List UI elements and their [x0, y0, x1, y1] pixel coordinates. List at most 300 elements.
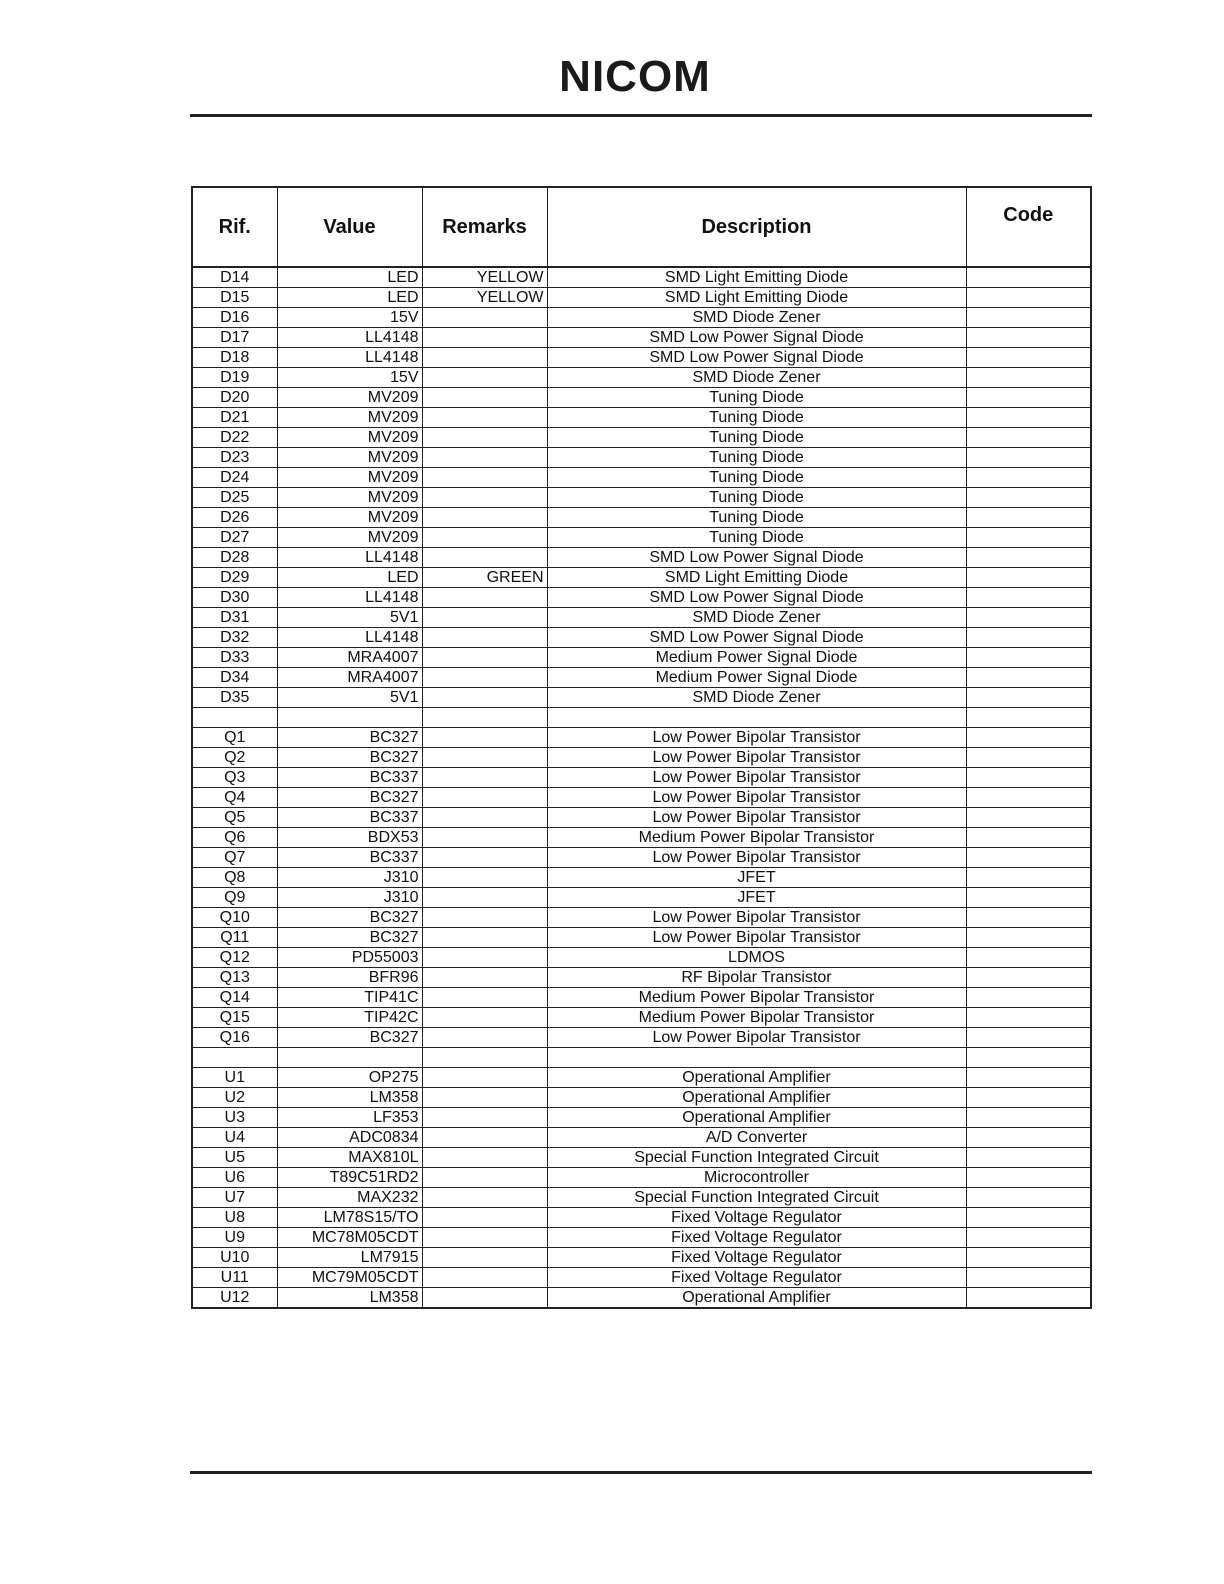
- cell-code: [966, 1108, 1091, 1128]
- cell-rif: Q2: [192, 748, 277, 768]
- cell-rif: Q14: [192, 988, 277, 1008]
- cell-code: [966, 828, 1091, 848]
- cell-value: TIP41C: [277, 988, 422, 1008]
- cell-description: Low Power Bipolar Transistor: [547, 848, 966, 868]
- page-title: NICOM: [559, 52, 711, 101]
- cell-code: [966, 588, 1091, 608]
- cell-code: [966, 568, 1091, 588]
- table-row: [192, 448, 1091, 468]
- cell-remarks: [422, 1048, 547, 1068]
- cell-code: [966, 888, 1091, 908]
- table-row: [192, 488, 1091, 508]
- table-row: [192, 1148, 1091, 1168]
- cell-description: SMD Diode Zener: [547, 368, 966, 388]
- cell-code: [966, 267, 1091, 288]
- table-row: [192, 388, 1091, 408]
- table-row: [192, 868, 1091, 888]
- cell-value: MV209: [277, 468, 422, 488]
- cell-description: [547, 708, 966, 728]
- footer-divider: [190, 1471, 1092, 1474]
- cell-rif: D28: [192, 548, 277, 568]
- cell-description: RF Bipolar Transistor: [547, 968, 966, 988]
- cell-rif: Q1: [192, 728, 277, 748]
- cell-description: Low Power Bipolar Transistor: [547, 908, 966, 928]
- cell-description: JFET: [547, 888, 966, 908]
- cell-rif: Q15: [192, 1008, 277, 1028]
- cell-remarks: [422, 1128, 547, 1148]
- cell-value: 5V1: [277, 688, 422, 708]
- table-row: [192, 768, 1091, 788]
- cell-description: Medium Power Bipolar Transistor: [547, 988, 966, 1008]
- table-row: [192, 728, 1091, 748]
- cell-rif: D19: [192, 368, 277, 388]
- cell-remarks: [422, 488, 547, 508]
- cell-value: LED: [277, 267, 422, 288]
- cell-value: MV209: [277, 448, 422, 468]
- cell-value: LF353: [277, 1108, 422, 1128]
- cell-rif: D26: [192, 508, 277, 528]
- cell-rif: D14: [192, 267, 277, 288]
- cell-code: [966, 788, 1091, 808]
- cell-value: BFR96: [277, 968, 422, 988]
- table-row: [192, 1028, 1091, 1048]
- cell-code: [966, 868, 1091, 888]
- cell-code: [966, 1028, 1091, 1048]
- cell-rif: D21: [192, 408, 277, 428]
- table-row: [192, 348, 1091, 368]
- cell-remarks: YELLOW: [422, 267, 547, 288]
- cell-code: [966, 928, 1091, 948]
- cell-description: Medium Power Signal Diode: [547, 668, 966, 688]
- cell-rif: U3: [192, 1108, 277, 1128]
- cell-code: [966, 1168, 1091, 1188]
- cell-rif: U7: [192, 1188, 277, 1208]
- cell-code: [966, 988, 1091, 1008]
- cell-rif: Q8: [192, 868, 277, 888]
- cell-code: [966, 1208, 1091, 1228]
- cell-rif: Q16: [192, 1028, 277, 1048]
- cell-value: LL4148: [277, 588, 422, 608]
- cell-rif: U11: [192, 1268, 277, 1288]
- cell-description: Special Function Integrated Circuit: [547, 1148, 966, 1168]
- cell-remarks: [422, 1288, 547, 1309]
- cell-code: [966, 1148, 1091, 1168]
- cell-value: PD55003: [277, 948, 422, 968]
- cell-code: [966, 1188, 1091, 1208]
- cell-description: Tuning Diode: [547, 448, 966, 468]
- cell-code: [966, 1008, 1091, 1028]
- cell-rif: Q13: [192, 968, 277, 988]
- cell-rif: D34: [192, 668, 277, 688]
- cell-value: [277, 708, 422, 728]
- table-row: [192, 928, 1091, 948]
- column-header-code: Code: [966, 187, 1091, 267]
- cell-description: A/D Converter: [547, 1128, 966, 1148]
- cell-description: Medium Power Bipolar Transistor: [547, 828, 966, 848]
- cell-rif: [192, 1048, 277, 1068]
- cell-remarks: [422, 768, 547, 788]
- cell-description: Operational Amplifier: [547, 1288, 966, 1309]
- cell-remarks: [422, 948, 547, 968]
- table-row: [192, 988, 1091, 1008]
- table-row: [192, 1108, 1091, 1128]
- cell-rif: Q4: [192, 788, 277, 808]
- cell-value: LL4148: [277, 628, 422, 648]
- cell-rif: U10: [192, 1248, 277, 1268]
- cell-remarks: [422, 1208, 547, 1228]
- table-row: [192, 1048, 1091, 1068]
- table-row: [192, 368, 1091, 388]
- cell-remarks: [422, 1008, 547, 1028]
- table-row: [192, 608, 1091, 628]
- cell-rif: [192, 708, 277, 728]
- cell-rif: U4: [192, 1128, 277, 1148]
- cell-remarks: [422, 748, 547, 768]
- cell-remarks: [422, 1248, 547, 1268]
- cell-remarks: [422, 508, 547, 528]
- cell-remarks: [422, 368, 547, 388]
- cell-code: [966, 468, 1091, 488]
- cell-remarks: [422, 348, 547, 368]
- cell-description: Microcontroller: [547, 1168, 966, 1188]
- cell-remarks: [422, 828, 547, 848]
- cell-remarks: [422, 548, 547, 568]
- cell-remarks: [422, 1188, 547, 1208]
- cell-rif: Q11: [192, 928, 277, 948]
- cell-remarks: [422, 848, 547, 868]
- table-row: [192, 1208, 1091, 1228]
- cell-description: Operational Amplifier: [547, 1108, 966, 1128]
- table-row: [192, 828, 1091, 848]
- cell-code: [966, 908, 1091, 928]
- cell-value: BC337: [277, 808, 422, 828]
- cell-code: [966, 808, 1091, 828]
- cell-code: [966, 748, 1091, 768]
- cell-code: [966, 1068, 1091, 1088]
- cell-value: LL4148: [277, 348, 422, 368]
- table-row: [192, 1168, 1091, 1188]
- table-row: [192, 688, 1091, 708]
- table-row: [192, 1268, 1091, 1288]
- cell-value: MV209: [277, 388, 422, 408]
- cell-value: MC78M05CDT: [277, 1228, 422, 1248]
- cell-rif: D29: [192, 568, 277, 588]
- table-row: [192, 668, 1091, 688]
- cell-remarks: [422, 588, 547, 608]
- table-row: [192, 1288, 1091, 1309]
- table-row: [192, 428, 1091, 448]
- cell-description: Special Function Integrated Circuit: [547, 1188, 966, 1208]
- cell-value: [277, 1048, 422, 1068]
- cell-rif: D31: [192, 608, 277, 628]
- cell-value: T89C51RD2: [277, 1168, 422, 1188]
- cell-remarks: [422, 908, 547, 928]
- table-row: [192, 848, 1091, 868]
- table-row: [192, 788, 1091, 808]
- cell-rif: D27: [192, 528, 277, 548]
- cell-value: LED: [277, 288, 422, 308]
- cell-rif: Q5: [192, 808, 277, 828]
- cell-rif: D18: [192, 348, 277, 368]
- cell-code: [966, 948, 1091, 968]
- cell-remarks: [422, 968, 547, 988]
- cell-value: BDX53: [277, 828, 422, 848]
- table-body: [192, 267, 1091, 1308]
- table-row: [192, 408, 1091, 428]
- cell-value: MV209: [277, 428, 422, 448]
- cell-description: Tuning Diode: [547, 528, 966, 548]
- cell-rif: D32: [192, 628, 277, 648]
- cell-rif: D16: [192, 308, 277, 328]
- cell-remarks: [422, 1028, 547, 1048]
- table-row: [192, 1248, 1091, 1268]
- table-header-row: [192, 187, 1091, 267]
- cell-rif: D33: [192, 648, 277, 668]
- cell-remarks: [422, 608, 547, 628]
- cell-code: [966, 1128, 1091, 1148]
- cell-code: [966, 668, 1091, 688]
- table-row: [192, 1128, 1091, 1148]
- cell-value: ADC0834: [277, 1128, 422, 1148]
- cell-code: [966, 448, 1091, 468]
- cell-code: [966, 848, 1091, 868]
- cell-value: 15V: [277, 368, 422, 388]
- cell-value: 15V: [277, 308, 422, 328]
- cell-description: Low Power Bipolar Transistor: [547, 728, 966, 748]
- cell-description: SMD Low Power Signal Diode: [547, 348, 966, 368]
- cell-code: [966, 648, 1091, 668]
- cell-value: LM7915: [277, 1248, 422, 1268]
- cell-code: [966, 1228, 1091, 1248]
- cell-description: Operational Amplifier: [547, 1068, 966, 1088]
- cell-remarks: [422, 1168, 547, 1188]
- cell-value: MRA4007: [277, 648, 422, 668]
- cell-remarks: [422, 1088, 547, 1108]
- cell-rif: D23: [192, 448, 277, 468]
- cell-description: Tuning Diode: [547, 508, 966, 528]
- cell-rif: U5: [192, 1148, 277, 1168]
- cell-rif: D22: [192, 428, 277, 448]
- cell-description: Low Power Bipolar Transistor: [547, 928, 966, 948]
- cell-description: SMD Light Emitting Diode: [547, 568, 966, 588]
- cell-description: SMD Diode Zener: [547, 688, 966, 708]
- table-row: [192, 1188, 1091, 1208]
- cell-description: Fixed Voltage Regulator: [547, 1268, 966, 1288]
- cell-rif: U2: [192, 1088, 277, 1108]
- cell-description: JFET: [547, 868, 966, 888]
- cell-value: LL4148: [277, 548, 422, 568]
- cell-code: [966, 728, 1091, 748]
- cell-rif: U1: [192, 1068, 277, 1088]
- cell-code: [966, 428, 1091, 448]
- cell-code: [966, 488, 1091, 508]
- cell-description: SMD Light Emitting Diode: [547, 288, 966, 308]
- cell-description: Operational Amplifier: [547, 1088, 966, 1108]
- cell-rif: U8: [192, 1208, 277, 1228]
- cell-code: [966, 348, 1091, 368]
- cell-remarks: [422, 988, 547, 1008]
- table-row: [192, 968, 1091, 988]
- cell-value: MAX232: [277, 1188, 422, 1208]
- cell-code: [966, 1088, 1091, 1108]
- cell-code: [966, 548, 1091, 568]
- cell-rif: Q9: [192, 888, 277, 908]
- table-row: [192, 708, 1091, 728]
- cell-remarks: [422, 328, 547, 348]
- cell-description: Fixed Voltage Regulator: [547, 1228, 966, 1248]
- cell-value: BC327: [277, 788, 422, 808]
- table-row: [192, 328, 1091, 348]
- table-row: [192, 648, 1091, 668]
- cell-code: [966, 368, 1091, 388]
- cell-description: Tuning Diode: [547, 428, 966, 448]
- cell-description: Medium Power Bipolar Transistor: [547, 1008, 966, 1028]
- cell-description: SMD Low Power Signal Diode: [547, 548, 966, 568]
- cell-remarks: [422, 788, 547, 808]
- cell-value: MV209: [277, 488, 422, 508]
- cell-code: [966, 308, 1091, 328]
- cell-value: BC337: [277, 768, 422, 788]
- cell-value: TIP42C: [277, 1008, 422, 1028]
- cell-remarks: [422, 868, 547, 888]
- cell-code: [966, 1288, 1091, 1309]
- cell-remarks: [422, 1108, 547, 1128]
- cell-code: [966, 388, 1091, 408]
- cell-code: [966, 708, 1091, 728]
- cell-rif: U6: [192, 1168, 277, 1188]
- cell-value: MV209: [277, 508, 422, 528]
- table-row: [192, 508, 1091, 528]
- table-row: [192, 948, 1091, 968]
- cell-remarks: [422, 408, 547, 428]
- cell-code: [966, 1268, 1091, 1288]
- cell-code: [966, 408, 1091, 428]
- cell-code: [966, 628, 1091, 648]
- table-row: [192, 308, 1091, 328]
- cell-rif: D30: [192, 588, 277, 608]
- cell-remarks: [422, 668, 547, 688]
- cell-value: J310: [277, 888, 422, 908]
- cell-rif: U12: [192, 1288, 277, 1309]
- cell-value: BC337: [277, 848, 422, 868]
- cell-description: Low Power Bipolar Transistor: [547, 808, 966, 828]
- cell-code: [966, 528, 1091, 548]
- table-row: [192, 588, 1091, 608]
- column-header-description: Description: [547, 187, 966, 267]
- cell-rif: D17: [192, 328, 277, 348]
- cell-code: [966, 508, 1091, 528]
- cell-rif: D24: [192, 468, 277, 488]
- table-row: [192, 808, 1091, 828]
- cell-value: BC327: [277, 748, 422, 768]
- cell-rif: U9: [192, 1228, 277, 1248]
- parts-table: [191, 186, 1092, 1309]
- cell-value: LL4148: [277, 328, 422, 348]
- cell-value: LM358: [277, 1088, 422, 1108]
- cell-rif: Q10: [192, 908, 277, 928]
- table-row: [192, 528, 1091, 548]
- table-row: [192, 908, 1091, 928]
- table-row: [192, 468, 1091, 488]
- cell-value: MV209: [277, 528, 422, 548]
- cell-value: LM358: [277, 1288, 422, 1309]
- cell-description: SMD Diode Zener: [547, 308, 966, 328]
- cell-code: [966, 1248, 1091, 1268]
- cell-code: [966, 328, 1091, 348]
- table-row: [192, 888, 1091, 908]
- cell-description: Medium Power Signal Diode: [547, 648, 966, 668]
- cell-value: J310: [277, 868, 422, 888]
- cell-remarks: YELLOW: [422, 288, 547, 308]
- cell-description: SMD Low Power Signal Diode: [547, 328, 966, 348]
- cell-description: Tuning Diode: [547, 408, 966, 428]
- cell-description: SMD Low Power Signal Diode: [547, 588, 966, 608]
- table-row: [192, 1008, 1091, 1028]
- cell-code: [966, 1048, 1091, 1068]
- cell-value: BC327: [277, 728, 422, 748]
- cell-value: BC327: [277, 1028, 422, 1048]
- table-row: [192, 1088, 1091, 1108]
- cell-remarks: [422, 388, 547, 408]
- cell-remarks: [422, 1148, 547, 1168]
- cell-code: [966, 688, 1091, 708]
- cell-description: Low Power Bipolar Transistor: [547, 768, 966, 788]
- cell-remarks: [422, 1068, 547, 1088]
- table-row: [192, 288, 1091, 308]
- table-row: [192, 628, 1091, 648]
- cell-remarks: [422, 468, 547, 488]
- cell-remarks: [422, 428, 547, 448]
- cell-rif: Q6: [192, 828, 277, 848]
- cell-code: [966, 768, 1091, 788]
- cell-value: MAX810L: [277, 1148, 422, 1168]
- cell-description: SMD Low Power Signal Diode: [547, 628, 966, 648]
- cell-description: [547, 1048, 966, 1068]
- cell-description: Low Power Bipolar Transistor: [547, 748, 966, 768]
- cell-description: Fixed Voltage Regulator: [547, 1248, 966, 1268]
- table-row: [192, 548, 1091, 568]
- cell-remarks: [422, 688, 547, 708]
- cell-remarks: [422, 1228, 547, 1248]
- column-header-value: Value: [277, 187, 422, 267]
- cell-remarks: [422, 308, 547, 328]
- cell-value: BC327: [277, 908, 422, 928]
- cell-value: MV209: [277, 408, 422, 428]
- cell-remarks: [422, 628, 547, 648]
- cell-value: BC327: [277, 928, 422, 948]
- cell-remarks: [422, 728, 547, 748]
- cell-description: SMD Light Emitting Diode: [547, 267, 966, 288]
- cell-value: MC79M05CDT: [277, 1268, 422, 1288]
- table-row: [192, 1068, 1091, 1088]
- cell-code: [966, 288, 1091, 308]
- table-row: [192, 748, 1091, 768]
- cell-value: MRA4007: [277, 668, 422, 688]
- cell-remarks: [422, 648, 547, 668]
- column-header-rif: Rif.: [192, 187, 277, 267]
- cell-remarks: [422, 928, 547, 948]
- cell-description: LDMOS: [547, 948, 966, 968]
- cell-description: Low Power Bipolar Transistor: [547, 1028, 966, 1048]
- cell-remarks: [422, 448, 547, 468]
- cell-remarks: GREEN: [422, 568, 547, 588]
- cell-rif: D15: [192, 288, 277, 308]
- cell-remarks: [422, 708, 547, 728]
- cell-description: Tuning Diode: [547, 388, 966, 408]
- cell-code: [966, 968, 1091, 988]
- cell-rif: Q7: [192, 848, 277, 868]
- cell-code: [966, 608, 1091, 628]
